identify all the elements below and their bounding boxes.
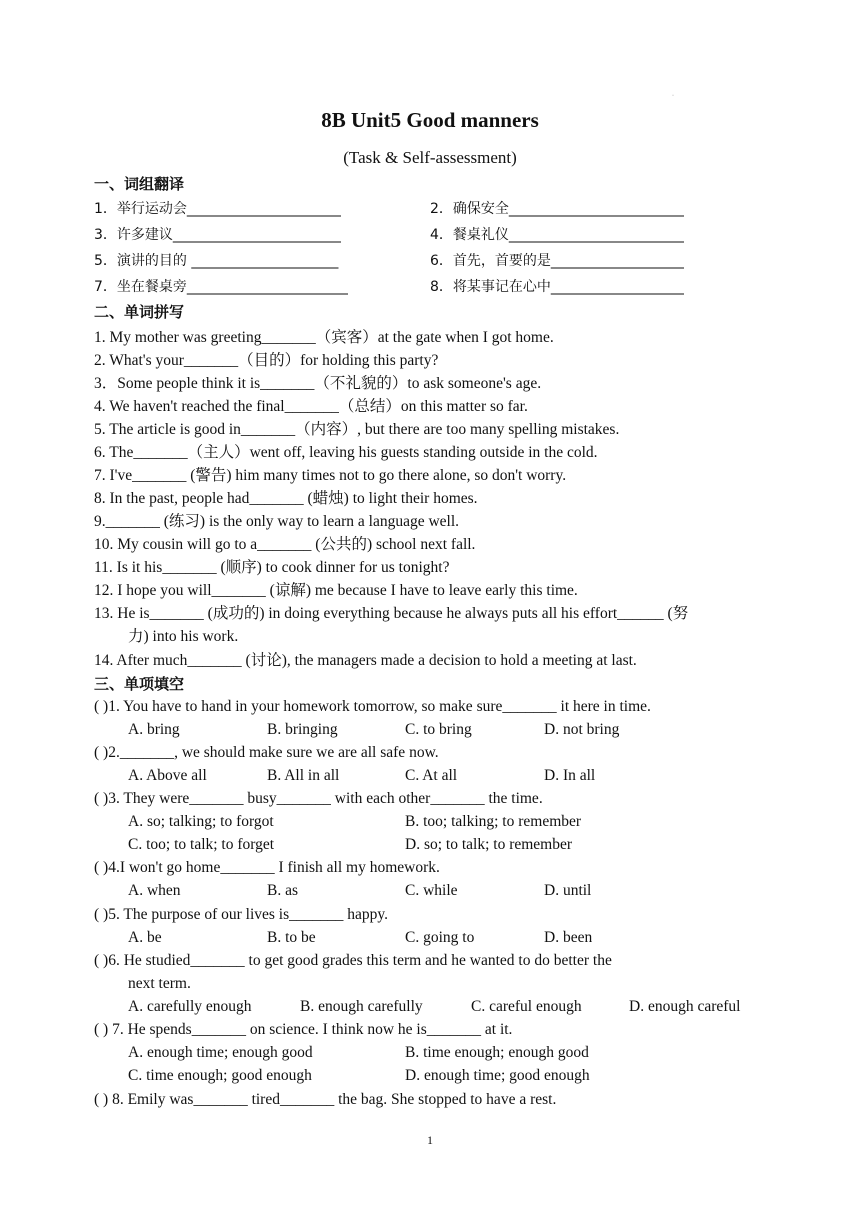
option-a: A. when	[128, 882, 181, 899]
section1-heading: 一、词组翻译	[94, 175, 185, 193]
option-c: C. too; to talk; to forget	[128, 836, 275, 853]
page-subtitle: (Task & Self-assessment)	[343, 148, 517, 167]
spelling-item: 7. I've_______ (警告) him many times not to go there alone, so don't worry.	[94, 467, 567, 484]
phrase-item: 2．确保安全_________________________	[430, 201, 684, 217]
header-dot: ·	[672, 93, 674, 99]
spelling-item: 13. He is_______ (成功的) in doing everything because he always puts all his effort______ (努	[94, 605, 689, 622]
option-b: B. All in all	[267, 767, 340, 784]
question-stem: ( ) 8. Emily was_______ tired_______ the bag. She stopped to have a rest.	[94, 1091, 557, 1108]
option-d: D. so; to talk; to remember	[405, 836, 573, 853]
option-c: C. to bring	[405, 721, 472, 738]
spelling-item: 14. After much_______ (讨论), the managers made a decision to hold a meeting at last.	[94, 652, 637, 669]
option-d: D. until	[544, 882, 592, 899]
option-d: D. enough time; good enough	[405, 1067, 590, 1084]
spelling-item: 6. The_______（主人）went off, leaving his guests standing outside in the cold.	[94, 444, 598, 461]
phrase-item: 5．演讲的目的 _____________________	[94, 253, 339, 269]
question-stem: ( ) 7. He spends_______ on science. I think now he is_______ at it.	[94, 1021, 513, 1038]
page-number: 1	[427, 1133, 433, 1147]
option-b: B. time enough; enough good	[405, 1044, 589, 1061]
question-stem-continued: next term.	[128, 975, 191, 992]
page-title: 8B Unit5 Good manners	[321, 108, 539, 132]
question-stem: ( )6. He studied_______ to get good grades this term and he wanted to do better the	[94, 952, 612, 969]
option-d: D. been	[544, 929, 593, 946]
section3-heading: 三、单项填空	[94, 675, 185, 693]
phrase-item: 3．许多建议________________________	[94, 227, 341, 243]
phrase-item: 4．餐桌礼仪_________________________	[430, 227, 684, 243]
option-a: A. be	[128, 929, 162, 946]
spelling-item: 11. Is it his_______ (顺序) to cook dinner for us tonight?	[94, 559, 450, 576]
spelling-item: 10. My cousin will go to a_______ (公共的) school next fall.	[94, 536, 476, 553]
option-d: D. enough careful	[629, 998, 741, 1015]
question-stem: ( )1. You have to hand in your homework tomorrow, so make sure_______ it here in time.	[94, 698, 651, 715]
spelling-item: 2. What's your_______（目的）for holding this party?	[94, 352, 439, 369]
spelling-item: 3．Some people think it is_______（不礼貌的）to ask someone's age.	[94, 375, 542, 392]
option-d: D. In all	[544, 767, 596, 784]
option-b: B. bringing	[267, 721, 338, 738]
phrase-item: 1．举行运动会______________________	[94, 201, 341, 217]
option-c: C. while	[405, 882, 458, 899]
option-b: B. as	[267, 882, 298, 899]
question-stem: ( )5. The purpose of our lives is_______ happy.	[94, 906, 389, 923]
option-c: C. time enough; good enough	[128, 1067, 312, 1084]
option-a: A. so; talking; to forgot	[128, 813, 274, 830]
spelling-item-continued: 力) into his work.	[128, 628, 239, 645]
option-a: A. enough time; enough good	[128, 1044, 313, 1061]
question-stem: ( )2._______, we should make sure we are all safe now.	[94, 744, 439, 761]
option-a: A. bring	[128, 721, 180, 738]
phrase-item: 7．坐在餐桌旁_______________________	[94, 279, 348, 295]
phrase-item: 6．首先，首要的是___________________	[430, 253, 684, 269]
spelling-item: 9._______ (练习) is the only way to learn a language well.	[94, 513, 460, 530]
option-b: B. to be	[267, 929, 316, 946]
question-stem: ( )3. They were_______ busy_______ with each other_______ the time.	[94, 790, 543, 807]
phrase-item: 8．将某事记在心中___________________	[430, 279, 684, 295]
option-b: B. too; talking; to remember	[405, 813, 582, 830]
option-b: B. enough carefully	[300, 998, 423, 1015]
option-d: D. not bring	[544, 721, 620, 738]
spelling-item: 5. The article is good in_______（内容）, but there are too many spelling mistakes.	[94, 421, 620, 438]
option-a: A. carefully enough	[128, 998, 252, 1015]
spelling-item: 8. In the past, people had_______ (蜡烛) to light their homes.	[94, 490, 478, 507]
option-c: C. careful enough	[471, 998, 582, 1015]
spelling-item: 1. My mother was greeting_______（宾客）at the gate when I got home.	[94, 329, 554, 346]
section2-heading: 二、单词拼写	[94, 303, 185, 321]
question-stem: ( )4.I won't go home_______ I finish all my homework.	[94, 859, 440, 876]
spelling-item: 12. I hope you will_______ (谅解) me because I have to leave early this time.	[94, 582, 578, 599]
option-c: C. going to	[405, 929, 475, 946]
option-a: A. Above all	[128, 767, 207, 784]
option-c: C. At all	[405, 767, 458, 784]
spelling-item: 4. We haven't reached the final_______（总结）on this matter so far.	[94, 398, 528, 415]
